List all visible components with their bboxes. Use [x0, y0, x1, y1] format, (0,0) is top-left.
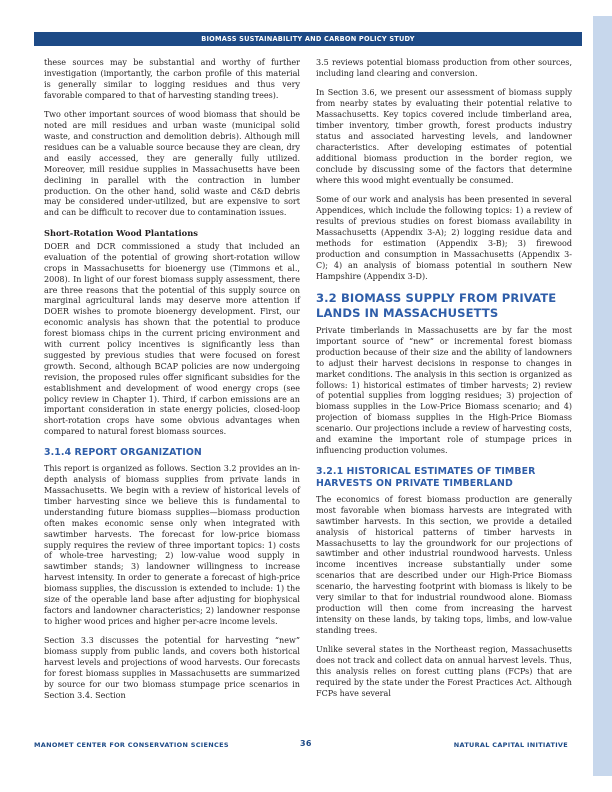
paragraph: Private timberlands in Massachusetts are by far the most important source of “new” or incremental forest biomass production because of their size and the ability of landowners to adjust their harvest decisions in response to changes in market conditions. The analysis in this section is organized as follows: 1) historical estimates of timber harvests; 2) review of potential supplies from logging residues; 3) projection of biomass supplies in the Low-Price Biomass scenario; and 4) projection of biomass supplies in the High-Price Biomass scenario. Our projections include a review of harvesting costs, and examine the important role of stumpage prices in influencing production volumes.	[316, 326, 572, 455]
paragraph: these sources may be substantial and worthy of further investigation (importantly, the carbon profile of this material is generally similar to logging residues and thus very favorable compared to that of harvesting standing trees).	[44, 58, 300, 100]
paragraph: The economics of forest biomass production are generally most favorable when biomass harvests are integrated with sawtimber harvests. In this section, we provide a detailed analysis of historical patterns of timber harvests in Massachusetts to lay the groundwork for our projections of sawtimber and other industrial roundwood harvests. Unless income incentives increase substantially under some scenarios that are described under our High-Price Biomass scenario, the harvesting footprint with biomass is likely to be very similar to that for industrial roundwood alone. Biomass production will then come from increasing the harvest intensity on these lands, by taking tops, limbs, and low-value standing trees.	[316, 494, 572, 635]
footer-initiative: NATURAL CAPITAL INITIATIVE	[453, 741, 568, 749]
side-accent-bar	[593, 16, 612, 776]
paragraph: 3.5 reviews potential biomass production from other sources, including land clearing and conversion.	[316, 58, 572, 78]
paragraph: This report is organized as follows. Section 3.2 provides an in-depth analysis of biomass supplies from private lands in Massachusetts. We begin with a review of historical levels of timber harvesting since we believe this is fundamental to understanding future biomass supplies—biomass production often makes economic sense only when integrated with sawtimber harvests. The forecast for low-price biomass supply requires the review of three important topics: 1) costs of whole-tree harvesting; 2) low-value wood supply in sawtimber stands; 3) landowner willingness to increase harvest intensity. In order to generate a forecast of high-price biomass supplies, the discussion is extended to include: 1) the size of the operable land base after adjusting for biophysical factors and landowner characteristics; 2) landowner response to higher wood prices and higher per-acre income levels.	[44, 464, 300, 626]
paragraph: Unlike several states in the Northeast region, Massachusetts does not track and collect data on annual harvest levels. Thus, this analysis relies on forest cutting plans (FCPs) that are required by the state under the Forest Practices Act. Although FCPs have several	[316, 645, 572, 698]
paragraph: Section 3.3 discusses the potential for harvesting “new” biomass supply from public lands, and covers both historical harvest levels and projections of wood harvests. Our forecasts for forest biomass supplies in Massachusetts are summarized by source for our two biomass stumpage price scenarios in Section 3.4. Section	[44, 636, 300, 700]
paragraph: DOER and DCR commissioned a study that included an evaluation of the potential of growing short-rotation willow crops in Massachusetts for bioenergy use (Timmons et al., 2008). In light of our forest biomass supply assessment, there are three reasons that the potential of this supply source on marginal agricultural lands may deserve more attention if DOER wishes to promote bioenergy development. First, our economic analysis has shown that the potential to produce forest biomass chips in the current pricing environment and with current policy incentives is significantly less than suggested by previous studies that were focused on forest growth. Second, although BCAP policies are now undergoing revision, the proposed rules offer significant subsidies for the establishment and development of wood energy crops (see policy review in Chapter 1). Third, if carbon emissions are an important consideration in state energy policies, closed-loop short-rotation crops have some obvious advantages when compared to natural forest biomass sources.	[44, 241, 300, 437]
subheading-short-rotation: Short-Rotation Wood Plantations	[44, 227, 198, 238]
paragraph: In Section 3.6, we present our assessment of biomass supply from nearby states by evaluating their potential relative to Massachusetts. Key topics covered include timberland area, timber inventory, timber growth, forest products industry status and associated harvesting levels, and landowner characteristics. After developing estimates of potential additional biomass production in the border region, we conclude by discussing some of the factors that determine where this wood might eventually be consumed.	[316, 88, 572, 185]
running-header: BIOMASS SUSTAINABILITY AND CARBON POLICY STUDY	[34, 32, 582, 46]
left-column	[44, 58, 300, 710]
page-number: 36	[300, 739, 312, 748]
right-column	[316, 58, 572, 708]
section-heading-3-1-4: 3.1.4 REPORT ORGANIZATION	[44, 447, 202, 459]
paragraph: Two other important sources of wood biomass that should be noted are mill residues and urban waste (municipal solid waste, and construction and demolition debris). Although mill residues can be a valuable source because they are clean, dry and easily accessed, they are generally fully utilized. Moreover, mill residue supplies in Massachusetts have been declining in parallel with the contraction in lumber production. On the other hand, solid waste and C&D debris may be considered under-utilized, but are expensive to sort and can be difficult to recover due to contamination issues.	[44, 110, 300, 218]
paragraph: Some of our work and analysis has been presented in several Appendices, which include the following topics: 1) a review of results of previous studies on forest biomass availability in Massachusetts (Appendix 3-A); 2) logging residue data and methods for estimation (Appendix 3-B); 3) firewood production and consumption in Massachusetts (Appendix 3-C); 4) an analysis of biomass potential in southern New Hampshire (Appendix 3-D).	[316, 195, 572, 281]
section-heading-3-2-1: 3.2.1 HISTORICAL ESTIMATES OF TIMBER HARVESTS ON PRIVATE TIMBERLAND	[316, 465, 536, 489]
footer-organization: MANOMET CENTER FOR CONSERVATION SCIENCES	[34, 741, 229, 749]
section-heading-3-2: 3.2 BIOMASS SUPPLY FROM PRIVATE LANDS IN MASSACHUSETTS	[316, 291, 557, 320]
